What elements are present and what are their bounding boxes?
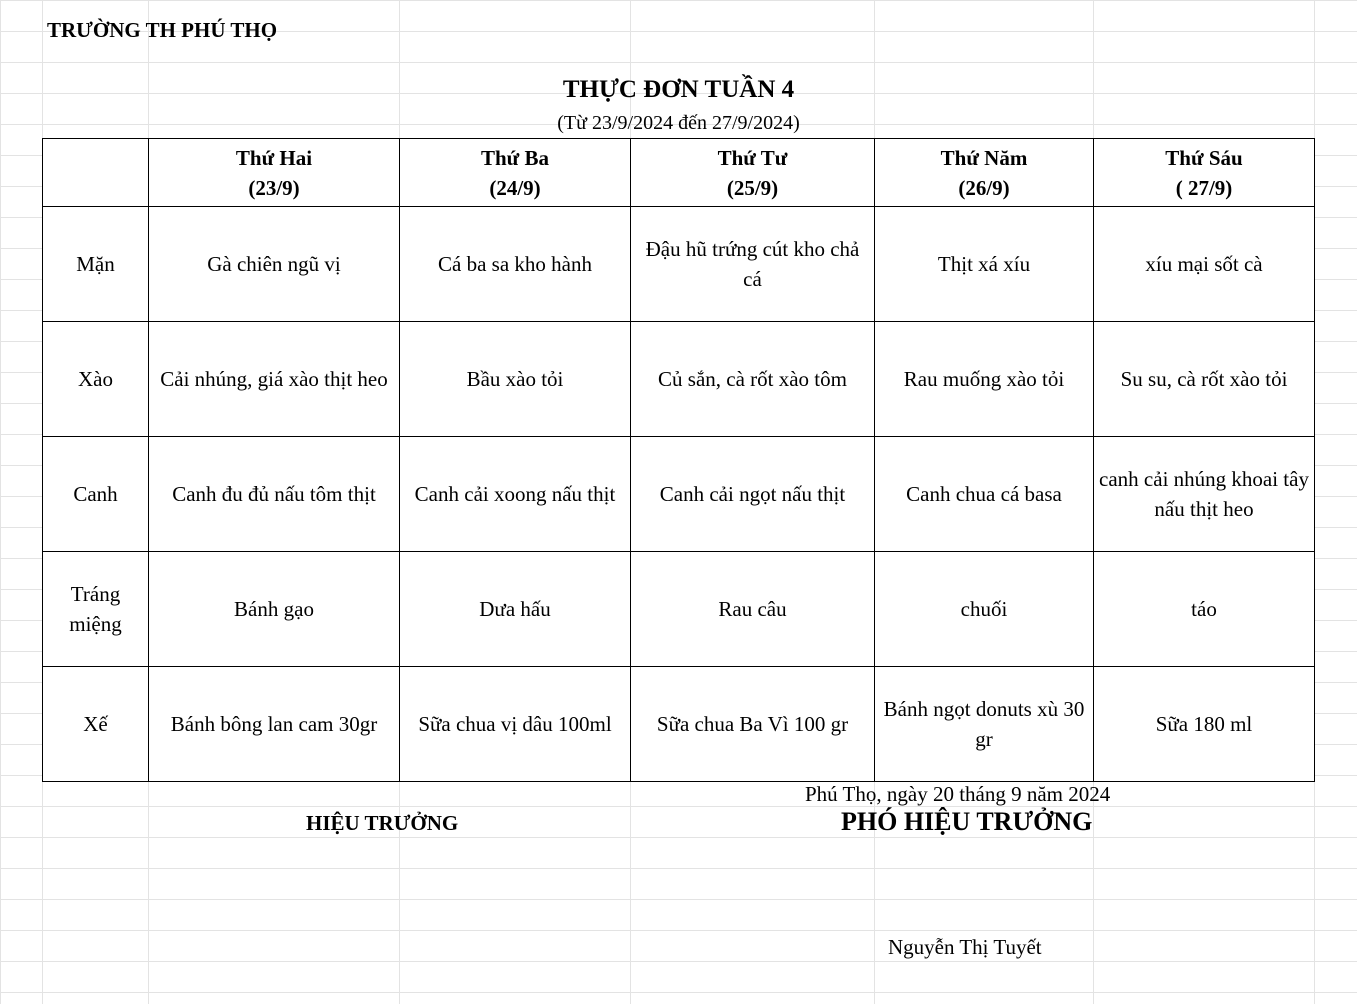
row-label-cell[interactable]: Xế bbox=[43, 667, 149, 782]
day-name: Thứ Hai bbox=[235, 145, 313, 170]
table-row bbox=[43, 552, 1315, 667]
day-name: Thứ Tư bbox=[717, 145, 788, 170]
menu-cell[interactable]: Thịt xá xíu bbox=[875, 207, 1094, 322]
day-date: ( 27/9) bbox=[1175, 175, 1233, 200]
menu-cell[interactable]: chuối bbox=[875, 552, 1094, 667]
principal-title: HIỆU TRƯỞNG bbox=[306, 811, 459, 835]
menu-cell[interactable]: Canh cải xoong nấu thịt bbox=[400, 437, 631, 552]
menu-cell[interactable]: Cải nhúng, giá xào thịt heo bbox=[149, 322, 400, 437]
menu-cell[interactable]: táo bbox=[1094, 552, 1315, 667]
row-label-cell[interactable]: Tráng miệng bbox=[43, 552, 149, 667]
menu-cell[interactable]: Canh đu đủ nấu tôm thịt bbox=[149, 437, 400, 552]
table-row bbox=[43, 207, 1315, 322]
header-cell-wednesday[interactable] bbox=[631, 139, 875, 207]
table-row bbox=[43, 667, 1315, 782]
menu-cell[interactable]: Rau câu bbox=[631, 552, 875, 667]
signer-name: Nguyễn Thị Tuyết bbox=[888, 935, 1042, 959]
day-date: (26/9) bbox=[958, 175, 1010, 200]
day-name: Thứ Năm bbox=[940, 145, 1028, 170]
page-subtitle: (Từ 23/9/2024 đến 27/9/2024) bbox=[557, 112, 800, 134]
header-cell-friday[interactable] bbox=[1094, 139, 1315, 207]
menu-cell[interactable]: canh cải nhúng khoai tây nấu thịt heo bbox=[1094, 437, 1315, 552]
row-label-cell[interactable]: Mặn bbox=[43, 207, 149, 322]
header-cell-tuesday[interactable] bbox=[400, 139, 631, 207]
menu-cell[interactable]: Sữa 180 ml bbox=[1094, 667, 1315, 782]
day-date: (25/9) bbox=[726, 175, 779, 200]
menu-cell[interactable]: Gà chiên ngũ vị bbox=[149, 207, 400, 322]
table-row bbox=[43, 322, 1315, 437]
weekly-menu-table bbox=[42, 138, 1315, 782]
day-date: (23/9) bbox=[248, 175, 300, 200]
menu-cell[interactable]: Canh cải ngọt nấu thịt bbox=[631, 437, 875, 552]
day-name: Thứ Sáu bbox=[1165, 145, 1243, 170]
menu-cell[interactable]: Bầu xào tỏi bbox=[400, 322, 631, 437]
day-name: Thứ Ba bbox=[480, 145, 550, 170]
date-line: Phú Thọ, ngày 20 tháng 9 năm 2024 bbox=[805, 782, 1111, 806]
table-header-row bbox=[43, 139, 1315, 207]
menu-cell[interactable]: xíu mại sốt cà bbox=[1094, 207, 1315, 322]
row-label-cell[interactable]: Canh bbox=[43, 437, 149, 552]
menu-cell[interactable]: Dưa hấu bbox=[400, 552, 631, 667]
table-row bbox=[43, 437, 1315, 552]
menu-cell[interactable]: Củ sắn, cà rốt xào tôm bbox=[631, 322, 875, 437]
day-date: (24/9) bbox=[489, 175, 541, 200]
menu-cell[interactable]: Bánh bông lan cam 30gr bbox=[149, 667, 400, 782]
row-label-cell[interactable]: Xào bbox=[43, 322, 149, 437]
menu-cell[interactable]: Cá ba sa kho hành bbox=[400, 207, 631, 322]
menu-cell[interactable]: Canh chua cá basa bbox=[875, 437, 1094, 552]
menu-cell[interactable]: Sữa chua vị dâu 100ml bbox=[400, 667, 631, 782]
menu-cell[interactable]: Su su, cà rốt xào tỏi bbox=[1094, 322, 1315, 437]
menu-cell[interactable]: Đậu hũ trứng cút kho chả cá bbox=[631, 207, 875, 322]
school-name: TRƯỜNG TH PHÚ THỌ bbox=[47, 18, 278, 42]
menu-cell[interactable]: Bánh ngọt donuts xù 30 gr bbox=[875, 667, 1094, 782]
header-cell-thursday[interactable] bbox=[875, 139, 1094, 207]
header-corner-cell[interactable] bbox=[43, 139, 149, 207]
menu-cell[interactable]: Sữa chua Ba Vì 100 gr bbox=[631, 667, 875, 782]
menu-cell[interactable]: Bánh gạo bbox=[149, 552, 400, 667]
menu-cell[interactable]: Rau muống xào tỏi bbox=[875, 322, 1094, 437]
vice-principal-title: PHÓ HIỆU TRƯỞNG bbox=[841, 807, 1093, 836]
header-cell-monday[interactable] bbox=[149, 139, 400, 207]
page-title: THỰC ĐƠN TUẦN 4 bbox=[562, 76, 795, 103]
